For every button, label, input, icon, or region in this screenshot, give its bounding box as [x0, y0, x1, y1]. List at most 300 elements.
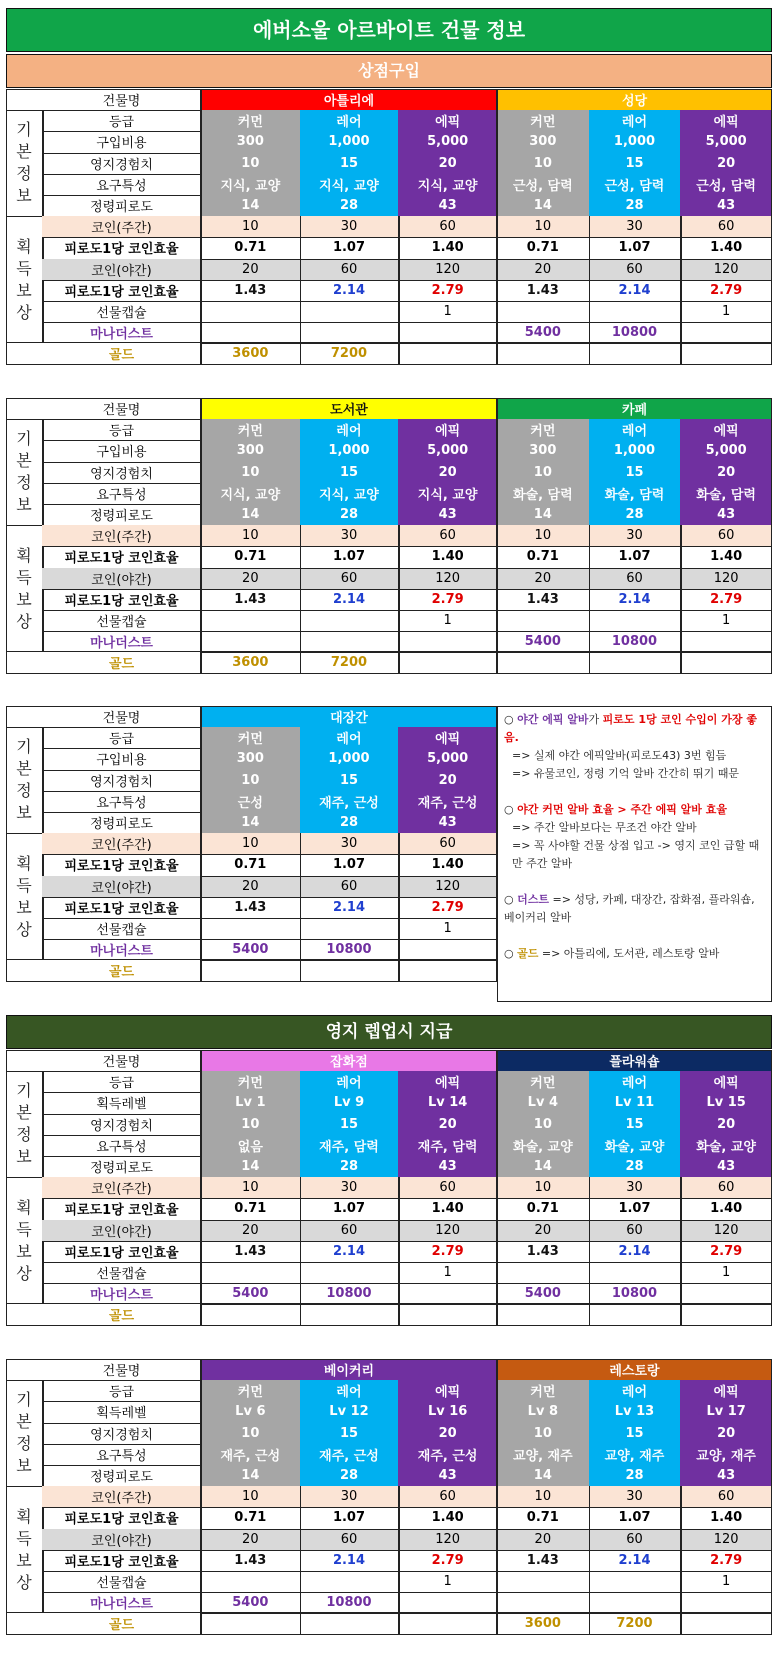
capsule-cell: 1: [443, 921, 452, 937]
section-char: 기: [16, 120, 32, 140]
coin-night-cell: 20: [497, 568, 589, 589]
exp-cell: 20: [398, 770, 497, 791]
trait-cell: 근성: [201, 791, 300, 812]
exp-cell: 10: [201, 770, 300, 791]
fatigue-cell: 28: [300, 812, 399, 833]
eff-night-cell: 2.14: [618, 1243, 651, 1259]
row-label-coin-day: 코인(주간): [42, 216, 201, 237]
dust-cell: 5400: [232, 1595, 269, 1611]
grade-cell: 커먼: [201, 110, 300, 131]
cost-cell: 300: [497, 440, 589, 461]
trait-cell: 지식, 교양: [398, 174, 497, 195]
table-border: [201, 89, 497, 365]
exp-cell: 15: [300, 1114, 399, 1135]
capsule-cell: 1: [443, 304, 452, 320]
cost-cell: 300: [201, 131, 300, 152]
gold-cell: 7200: [330, 655, 368, 671]
eff-day-cell: 1.07: [618, 1510, 651, 1526]
building-header-cafe: 카페: [497, 398, 772, 419]
grade-cell: 에픽: [680, 419, 772, 440]
section-char: 보: [16, 1241, 32, 1261]
eff-night-cell: 1.43: [234, 282, 267, 298]
acquire-level-cell: Lv 11: [589, 1092, 681, 1113]
dust-cell: 10800: [326, 1595, 372, 1611]
row-label-req-trait: 요구특성: [96, 487, 147, 503]
coin-night-cell: 60: [589, 259, 681, 280]
coin-night-cell: 60: [300, 876, 399, 897]
label-building-name: 건물명: [102, 1364, 141, 1380]
section-char: 정: [16, 473, 32, 493]
coin-night-cell: 20: [497, 1220, 589, 1241]
trait-cell: 지식, 교양: [300, 483, 399, 504]
grade-cell: 레어: [300, 110, 399, 131]
table-border: [201, 398, 497, 674]
notes-box: [497, 706, 772, 1002]
trait-cell: 근성, 담력: [680, 174, 772, 195]
row-label-eff-per-fatigue: 피로도1당 코인효율: [64, 1245, 179, 1261]
row-label-coin-night: 코인(야간): [42, 1220, 201, 1241]
dust-cell: 5400: [524, 1286, 561, 1302]
eff-day-cell: 0.71: [526, 549, 559, 565]
exp-cell: 20: [680, 153, 772, 174]
row-label-eff-per-fatigue: 피로도1당 코인효율: [64, 593, 179, 609]
coin-day-cell: 60: [680, 525, 772, 546]
coin-night-cell: 20: [201, 259, 300, 280]
exp-cell: 10: [201, 462, 300, 483]
row-label-req-trait: 요구특성: [96, 795, 147, 811]
fatigue-cell: 43: [680, 195, 772, 216]
note-2-line-3: => 꼭 사야할 건물 상점 입고 -> 영지 코인 급할 때만 주간 알바: [512, 839, 760, 870]
grade-cell: 에픽: [398, 727, 497, 748]
coin-night-cell: 120: [680, 1529, 772, 1550]
dust-cell: 5400: [232, 942, 269, 958]
fatigue-cell: 28: [300, 504, 399, 525]
label-building-name: 건물명: [102, 1055, 141, 1071]
section-char: 획: [16, 1197, 32, 1217]
acquire-level-cell: Lv 13: [589, 1401, 681, 1422]
eff-night-cell: 2.79: [710, 1552, 743, 1568]
exp-cell: 10: [497, 462, 589, 483]
section-char: 보: [16, 280, 32, 300]
grade-cell: 에픽: [398, 1380, 497, 1401]
row-label-spirit-fatigue: 정령피로도: [90, 817, 153, 833]
section-header-shop: 상점구입: [6, 54, 772, 88]
eff-night-cell: 2.14: [618, 591, 651, 607]
acquire-level-cell: Lv 15: [680, 1092, 772, 1113]
row-label-spirit-fatigue: 정령피로도: [90, 200, 153, 216]
row-label-territory-exp: 영지경험치: [90, 1118, 153, 1134]
capsule-cell: 1: [722, 613, 731, 629]
grade-cell: 커먼: [201, 419, 300, 440]
exp-cell: 15: [300, 1423, 399, 1444]
coin-night-cell: 20: [497, 1529, 589, 1550]
row-label-req-trait: 요구특성: [96, 1448, 147, 1464]
eff-night-cell: 1.43: [234, 899, 267, 915]
grade-cell: 커먼: [201, 1071, 300, 1092]
coin-day-cell: 60: [680, 1486, 772, 1507]
section-char: 상: [16, 1572, 32, 1592]
trait-cell: 지식, 교양: [300, 174, 399, 195]
row-label-coin-day: 코인(주간): [42, 1486, 201, 1507]
gold-cell: 3600: [232, 655, 269, 671]
cost-cell: 5,000: [398, 131, 497, 152]
row-label-gold: 골드: [108, 1618, 135, 1634]
row-label-grade: 등급: [108, 1385, 135, 1401]
trait-cell: 화술, 담력: [680, 483, 772, 504]
eff-day-cell: 1.40: [710, 549, 743, 565]
eff-night-cell: 1.43: [526, 591, 559, 607]
grade-cell: 레어: [300, 1071, 399, 1092]
coin-day-cell: 10: [497, 1177, 589, 1198]
eff-night-cell: 1.43: [234, 591, 267, 607]
cost-cell: 1,000: [300, 131, 399, 152]
eff-night-cell: 2.79: [431, 282, 464, 298]
cost-cell: 5,000: [680, 131, 772, 152]
capsule-cell: 1: [722, 1574, 731, 1590]
row-label-gift-capsule: 선물캡슐: [96, 615, 147, 631]
fatigue-cell: 28: [589, 1156, 681, 1177]
eff-night-cell: 2.14: [332, 591, 366, 607]
eff-day-cell: 1.07: [618, 240, 651, 256]
capsule-cell: 1: [722, 1265, 731, 1281]
coin-night-cell: 20: [201, 1529, 300, 1550]
dust-cell: 5400: [232, 1286, 269, 1302]
coin-night-cell: 20: [201, 876, 300, 897]
section-char: 기: [16, 1390, 32, 1410]
section-char: 정: [16, 781, 32, 801]
section-char: 보: [16, 495, 32, 515]
trait-cell: 근성, 담력: [589, 174, 681, 195]
trait-cell: 근성, 담력: [497, 174, 589, 195]
row-label-buy-cost: 구입비용: [96, 753, 147, 769]
table-border: [6, 1050, 201, 1326]
note-2-line-2: => 주간 알바보다는 무조건 야간 알바: [512, 821, 697, 834]
acquire-level-cell: Lv 12: [300, 1401, 399, 1422]
fatigue-cell: 14: [201, 1465, 300, 1486]
table-border: [497, 1359, 772, 1635]
label-building-name: 건물명: [102, 711, 141, 727]
building-header-church: 성당: [497, 89, 772, 110]
dust-cell: 5400: [524, 325, 561, 341]
cost-cell: 5,000: [398, 748, 497, 769]
section-char: 정: [16, 164, 32, 184]
eff-night-cell: 2.79: [710, 591, 743, 607]
fatigue-cell: 14: [497, 1156, 589, 1177]
acquire-level-cell: Lv 9: [300, 1092, 399, 1113]
row-label-eff-per-fatigue: 피로도1당 코인효율: [64, 1203, 179, 1219]
table-border: [6, 706, 201, 982]
section-char: 보: [16, 1550, 32, 1570]
eff-day-cell: 1.07: [332, 1510, 366, 1526]
row-label-mana-dust: 마나더스트: [90, 636, 153, 652]
exp-cell: 15: [589, 1423, 681, 1444]
acquire-level-cell: Lv 8: [497, 1401, 589, 1422]
section-char: 상: [16, 1263, 32, 1283]
grade-cell: 에픽: [680, 110, 772, 131]
acquire-level-cell: Lv 1: [201, 1092, 300, 1113]
row-label-eff-per-fatigue: 피로도1당 코인효율: [64, 242, 179, 258]
row-label-coin-night: 코인(야간): [42, 259, 201, 280]
cost-cell: 300: [497, 131, 589, 152]
dust-cell: 10800: [611, 325, 658, 341]
fatigue-cell: 28: [300, 1465, 399, 1486]
fatigue-cell: 43: [680, 1156, 772, 1177]
gold-cell: 7200: [330, 346, 368, 362]
eff-night-cell: 1.43: [234, 1243, 267, 1259]
eff-day-cell: 0.71: [234, 1201, 267, 1217]
trait-cell: 재주, 근성: [398, 1444, 497, 1465]
row-label-gift-capsule: 선물캡슐: [96, 1576, 147, 1592]
trait-cell: 재주, 근성: [201, 1444, 300, 1465]
fatigue-cell: 14: [201, 195, 300, 216]
fatigue-cell: 28: [589, 195, 681, 216]
section-char: 보: [16, 186, 32, 206]
row-label-buy-cost: 구입비용: [96, 136, 147, 152]
row-label-eff-per-fatigue: 피로도1당 코인효율: [64, 901, 179, 917]
trait-cell: 교양, 재주: [589, 1444, 681, 1465]
table-border: [497, 89, 772, 365]
row-label-territory-exp: 영지경험치: [90, 157, 153, 173]
row-label-eff-per-fatigue: 피로도1당 코인효율: [64, 859, 179, 875]
section-char: 상: [16, 611, 32, 631]
grade-cell: 에픽: [398, 419, 497, 440]
table-border: [201, 1050, 497, 1326]
section-char: 획: [16, 236, 32, 256]
trait-cell: 재주, 담력: [300, 1135, 399, 1156]
exp-cell: 15: [300, 770, 399, 791]
row-label-req-trait: 요구특성: [96, 178, 147, 194]
coin-day-cell: 60: [398, 1486, 497, 1507]
coin-day-cell: 60: [398, 833, 497, 854]
table-border: [6, 398, 201, 674]
exp-cell: 10: [201, 153, 300, 174]
acquire-level-cell: Lv 16: [398, 1401, 497, 1422]
fatigue-cell: 43: [680, 1465, 772, 1486]
coin-night-cell: 60: [589, 1529, 681, 1550]
exp-cell: 20: [398, 1114, 497, 1135]
coin-day-cell: 10: [201, 525, 300, 546]
building-header-smithy: 대장간: [201, 706, 497, 727]
eff-night-cell: 2.79: [431, 591, 464, 607]
row-label-territory-exp: 영지경험치: [90, 774, 153, 790]
fatigue-cell: 28: [589, 504, 681, 525]
row-label-spirit-fatigue: 정령피로도: [90, 1161, 153, 1177]
fatigue-cell: 43: [398, 195, 497, 216]
row-label-req-trait: 요구특성: [96, 1139, 147, 1155]
grade-cell: 에픽: [398, 1071, 497, 1092]
eff-night-cell: 2.14: [618, 1552, 651, 1568]
row-label-mana-dust: 마나더스트: [90, 944, 153, 960]
coin-night-cell: 120: [398, 1220, 497, 1241]
coin-day-cell: 30: [300, 833, 399, 854]
row-label-eff-per-fatigue: 피로도1당 코인효율: [64, 1512, 179, 1528]
eff-day-cell: 1.40: [431, 240, 464, 256]
section-char: 득: [16, 875, 32, 895]
coin-night-cell: 120: [398, 568, 497, 589]
coin-day-cell: 10: [497, 525, 589, 546]
eff-night-cell: 1.43: [234, 1552, 267, 1568]
trait-cell: 화술, 담력: [589, 483, 681, 504]
eff-day-cell: 1.40: [431, 857, 464, 873]
section-char: 정: [16, 1434, 32, 1454]
exp-cell: 20: [680, 1423, 772, 1444]
dust-cell: 10800: [326, 1286, 372, 1302]
fatigue-cell: 14: [201, 812, 300, 833]
section-char: 보: [16, 803, 32, 823]
eff-night-cell: 1.43: [526, 1552, 559, 1568]
section-char: 상: [16, 302, 32, 322]
grade-cell: 커먼: [201, 1380, 300, 1401]
acquire-level-cell: Lv 4: [497, 1092, 589, 1113]
trait-cell: 지식, 교양: [201, 174, 300, 195]
row-label-mana-dust: 마나더스트: [90, 1597, 153, 1613]
row-label-territory-exp: 영지경험치: [90, 1427, 153, 1443]
section-char: 보: [16, 897, 32, 917]
grade-cell: 레어: [300, 1380, 399, 1401]
exp-cell: 10: [201, 1114, 300, 1135]
eff-day-cell: 1.07: [332, 1201, 366, 1217]
exp-cell: 15: [589, 1114, 681, 1135]
fatigue-cell: 14: [201, 1156, 300, 1177]
fatigue-cell: 43: [680, 504, 772, 525]
eff-day-cell: 0.71: [234, 857, 267, 873]
table-border: [497, 1050, 772, 1326]
cost-cell: 1,000: [589, 131, 681, 152]
gold-cell: 3600: [232, 346, 269, 362]
dust-cell: 10800: [611, 634, 658, 650]
eff-night-cell: 2.14: [332, 1552, 366, 1568]
section-char: 보: [16, 1456, 32, 1476]
coin-day-cell: 30: [300, 525, 399, 546]
coin-night-cell: 60: [589, 568, 681, 589]
cost-cell: 1,000: [300, 440, 399, 461]
table-border: [6, 89, 201, 365]
trait-cell: 지식, 교양: [201, 483, 300, 504]
building-header-bakery: 베이커리: [201, 1359, 497, 1380]
exp-cell: 20: [398, 1423, 497, 1444]
coin-night-cell: 60: [300, 1529, 399, 1550]
row-label-eff-per-fatigue: 피로도1당 코인효율: [64, 284, 179, 300]
page-title: 에버소울 아르바이트 건물 정보: [6, 8, 772, 52]
building-header-restaurant: 레스토랑: [497, 1359, 772, 1380]
trait-cell: 재주, 근성: [300, 791, 399, 812]
exp-cell: 10: [497, 1114, 589, 1135]
row-label-grade: 등급: [108, 732, 135, 748]
coin-day-cell: 10: [201, 1486, 300, 1507]
fatigue-cell: 43: [398, 1156, 497, 1177]
gold-cell: 3600: [524, 1616, 561, 1632]
eff-day-cell: 1.40: [710, 1201, 743, 1217]
exp-cell: 15: [300, 462, 399, 483]
row-label-coin-night: 코인(야간): [42, 568, 201, 589]
trait-cell: 재주, 담력: [398, 1135, 497, 1156]
eff-night-cell: 2.14: [332, 899, 366, 915]
table-border: [201, 1359, 497, 1635]
coin-day-cell: 30: [589, 1486, 681, 1507]
eff-night-cell: 1.43: [526, 282, 559, 298]
row-label-spirit-fatigue: 정령피로도: [90, 509, 153, 525]
building-header-atelier: 아틀리에: [201, 89, 497, 110]
row-label-gift-capsule: 선물캡슐: [96, 1267, 147, 1283]
grade-cell: 커먼: [497, 1380, 589, 1401]
eff-day-cell: 0.71: [234, 549, 267, 565]
section-char: 본: [16, 451, 32, 471]
coin-day-cell: 30: [300, 1486, 399, 1507]
section-char: 획: [16, 853, 32, 873]
grade-cell: 레어: [589, 1380, 681, 1401]
eff-night-cell: 2.79: [710, 1243, 743, 1259]
table-border: [6, 1359, 201, 1635]
coin-night-cell: 120: [398, 259, 497, 280]
eff-day-cell: 1.07: [332, 549, 366, 565]
trait-cell: 없음: [201, 1135, 300, 1156]
exp-cell: 15: [589, 462, 681, 483]
fatigue-cell: 14: [497, 195, 589, 216]
coin-day-cell: 30: [589, 525, 681, 546]
eff-night-cell: 2.79: [431, 1552, 464, 1568]
row-label-eff-per-fatigue: 피로도1당 코인효율: [64, 1554, 179, 1570]
building-header-library: 도서관: [201, 398, 497, 419]
grade-cell: 커먼: [497, 110, 589, 131]
grade-cell: 레어: [589, 110, 681, 131]
coin-night-cell: 120: [680, 259, 772, 280]
exp-cell: 10: [497, 153, 589, 174]
eff-night-cell: 2.79: [431, 899, 464, 915]
row-label-coin-day: 코인(주간): [42, 525, 201, 546]
fatigue-cell: 43: [398, 504, 497, 525]
coin-day-cell: 60: [398, 525, 497, 546]
section-char: 상: [16, 919, 32, 939]
eff-night-cell: 1.43: [526, 1243, 559, 1259]
section-char: 기: [16, 429, 32, 449]
coin-day-cell: 60: [398, 1177, 497, 1198]
coin-day-cell: 10: [497, 1486, 589, 1507]
grade-cell: 레어: [589, 1071, 681, 1092]
grade-cell: 에픽: [680, 1380, 772, 1401]
eff-day-cell: 1.40: [710, 240, 743, 256]
coin-night-cell: 120: [398, 1529, 497, 1550]
grade-cell: 커먼: [201, 727, 300, 748]
cost-cell: 1,000: [300, 748, 399, 769]
section-char: 득: [16, 1528, 32, 1548]
exp-cell: 20: [398, 153, 497, 174]
gold-cell: 7200: [616, 1616, 653, 1632]
row-label-coin-day: 코인(주간): [42, 1177, 201, 1198]
coin-night-cell: 120: [680, 568, 772, 589]
grade-cell: 커먼: [497, 419, 589, 440]
coin-day-cell: 10: [201, 833, 300, 854]
note-1-line-2: => 실제 야간 에픽알바(피로도43) 3번 힘듬: [512, 749, 727, 762]
exp-cell: 10: [201, 1423, 300, 1444]
row-label-coin-night: 코인(야간): [42, 1529, 201, 1550]
dust-cell: 10800: [326, 942, 372, 958]
row-label-grade: 등급: [108, 115, 135, 131]
eff-day-cell: 1.40: [431, 549, 464, 565]
eff-day-cell: 0.71: [234, 240, 267, 256]
section-char: 획: [16, 545, 32, 565]
coin-night-cell: 60: [589, 1220, 681, 1241]
section-char: 기: [16, 737, 32, 757]
eff-night-cell: 2.14: [332, 282, 366, 298]
fatigue-cell: 28: [589, 1465, 681, 1486]
coin-day-cell: 60: [680, 216, 772, 237]
acquire-level-cell: Lv 17: [680, 1401, 772, 1422]
coin-day-cell: 60: [398, 216, 497, 237]
fatigue-cell: 14: [201, 504, 300, 525]
eff-night-cell: 2.14: [332, 1243, 366, 1259]
exp-cell: 20: [398, 462, 497, 483]
capsule-cell: 1: [443, 1574, 452, 1590]
